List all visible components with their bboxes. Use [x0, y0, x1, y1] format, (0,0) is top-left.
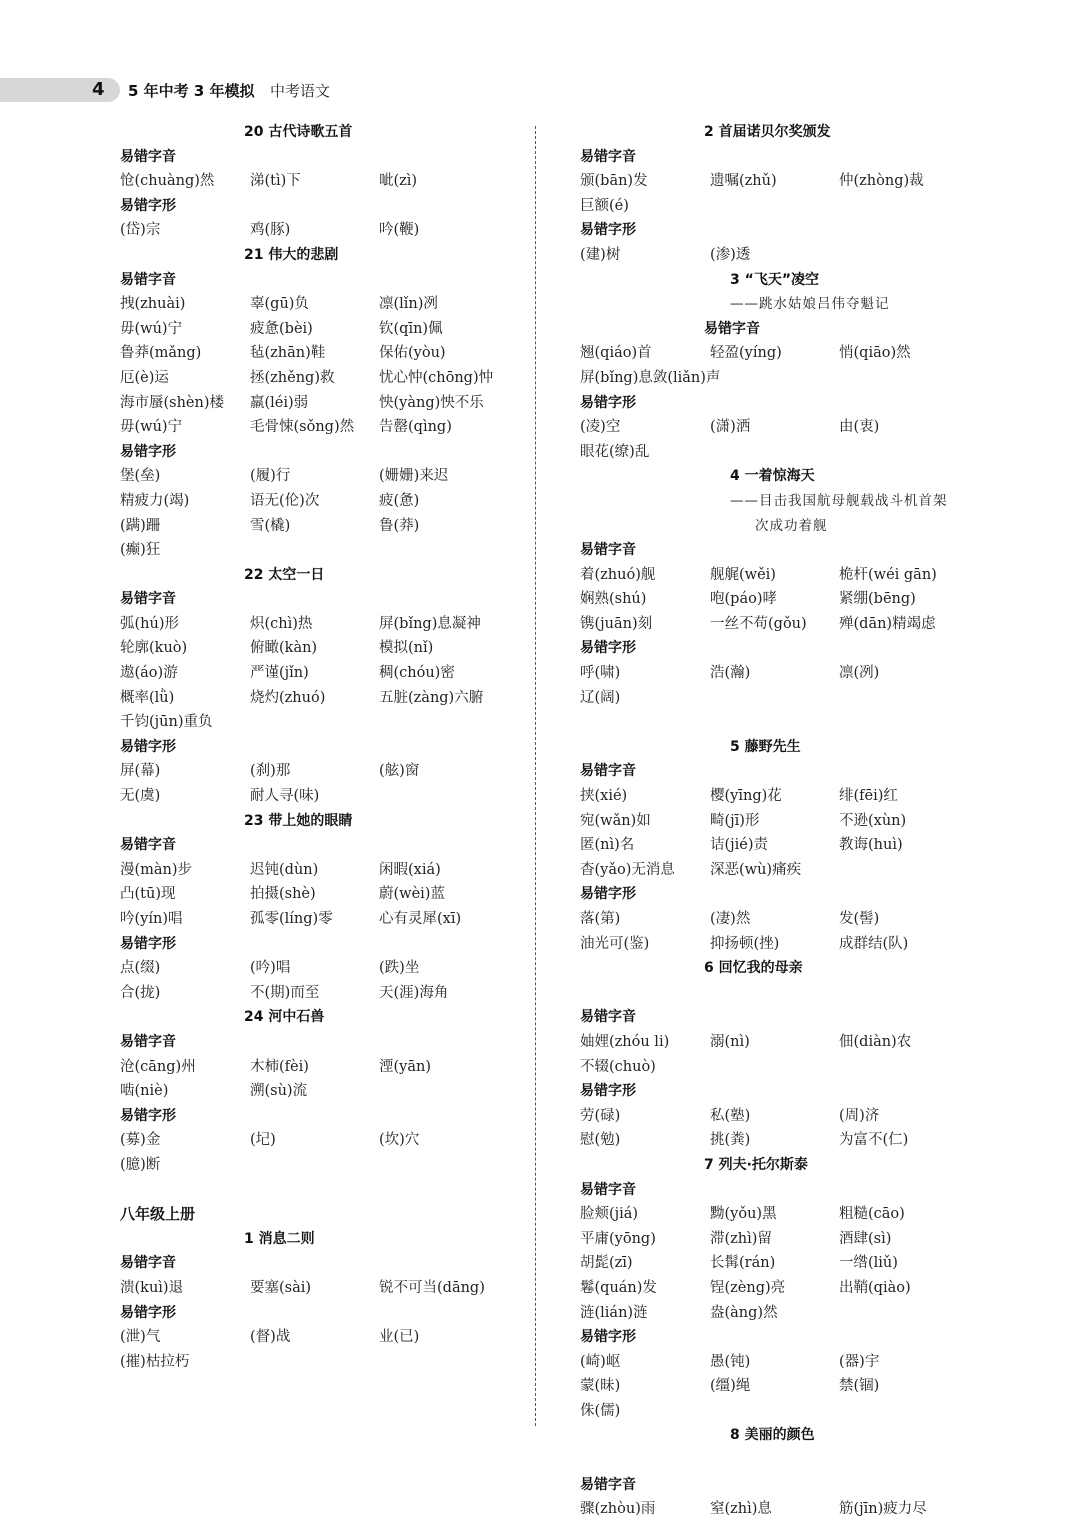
vocab-row	[120, 1055, 520, 1080]
vocab-entry: (建)树	[580, 246, 621, 263]
vocab-row	[120, 1079, 520, 1104]
vocab-entry: 私(塾)	[710, 1107, 751, 1124]
lesson-subtitle: ——目击我国航母舰载战斗机首架	[730, 492, 948, 509]
vocab-entry: 眼花(缭)乱	[580, 443, 650, 460]
vocab-entry: 稠(chóu)密	[379, 665, 455, 682]
vocab-entry: 拯(zhěng)救	[250, 369, 335, 386]
vocab-row	[580, 1104, 980, 1129]
vocab-row	[580, 784, 980, 809]
vocab-entry: 无(虞)	[120, 788, 161, 805]
vocab-entry: 溃(kuì)退	[120, 1279, 184, 1296]
vocab-row	[120, 710, 520, 735]
vocab-entry: 业(已)	[379, 1329, 420, 1346]
vocab-entry: 厄(è)运	[120, 369, 169, 386]
lesson-title: 2 首届诺贝尔奖颁发	[704, 124, 831, 140]
vocab-row	[120, 882, 520, 907]
vocab-row	[120, 784, 520, 809]
vocab-entry: (姗姗)来迟	[379, 468, 449, 485]
book-title: 5 年中考 3 年模拟	[128, 82, 255, 100]
vocab-entry: 蔚(wèi)蓝	[379, 886, 445, 903]
vocab-entry: 毋(wú)宁	[120, 320, 183, 337]
vocab-entry: 怏(yàng)怏不乐	[379, 394, 484, 411]
vocab-row	[580, 1030, 980, 1055]
category-label: 易错字形	[580, 640, 636, 657]
spacer	[120, 1178, 520, 1203]
vocab-entry: 凛(冽)	[839, 665, 880, 682]
vocab-row	[120, 341, 520, 366]
vocab-entry: 沧(cāng)州	[120, 1058, 196, 1075]
page-number: 4	[92, 79, 105, 100]
vocab-entry: 骤(zhòu)雨	[580, 1501, 656, 1518]
vocab-entry: 炽(chì)热	[250, 615, 313, 632]
vocab-entry: 为富不(仁)	[839, 1132, 909, 1149]
vocab-row	[580, 809, 980, 834]
vocab-entry: 桅杆(wéi gān)	[839, 566, 937, 583]
vocab-entry: 呲(zì)	[379, 173, 418, 190]
vocab-row	[580, 1497, 980, 1522]
vocab-row	[120, 636, 520, 661]
category-label: 易错字音	[580, 542, 636, 559]
vocab-entry: 绯(fēi)红	[839, 788, 898, 805]
vocab-entry: 轮廓(kuò)	[120, 640, 188, 657]
vocab-entry: 毛骨悚(sǒng)然	[250, 419, 355, 436]
vocab-entry: 涕(tì)下	[250, 173, 301, 190]
vocab-row	[120, 366, 520, 391]
vocab-entry: 遨(áo)游	[120, 665, 178, 682]
vocab-entry: (崎)岖	[580, 1353, 621, 1370]
vocab-entry: 屏(幕)	[120, 763, 161, 780]
vocab-entry: 盎(àng)然	[710, 1304, 778, 1321]
lesson-title: 7 列夫·托尔斯泰	[704, 1156, 808, 1173]
vocab-entry: 孤零(líng)零	[250, 911, 333, 927]
vocab-entry: 羸(léi)弱	[250, 394, 309, 411]
vocab-entry: 锐不可当(dāng)	[379, 1279, 485, 1296]
vocab-entry: 湮(yān)	[379, 1058, 431, 1075]
vocab-entry: 屏(bǐng)息敛(liǎn)声	[580, 369, 721, 386]
lesson-title: 4 一着惊海天	[730, 468, 815, 485]
spacer	[580, 1448, 980, 1473]
vocab-row	[120, 956, 520, 981]
category-label: 易错字音	[580, 763, 636, 780]
vocab-entry: 俯瞰(kàn)	[250, 640, 318, 657]
category-label: 易错字形	[120, 197, 176, 214]
vocab-row	[120, 169, 520, 194]
vocab-row	[580, 1251, 980, 1276]
book-subject: 中考语文	[270, 82, 331, 100]
vocab-entry: 深恶(wù)痛疾	[710, 861, 802, 878]
vocab-entry: 匿(nì)名	[580, 837, 635, 854]
lesson-title: 6 回忆我的母亲	[704, 960, 803, 977]
vocab-row	[580, 169, 980, 194]
vocab-entry: 天(涯)海角	[379, 984, 449, 1001]
vocab-row	[120, 1128, 520, 1153]
vocab-entry: 不逊(xùn)	[839, 812, 907, 829]
lesson-subtitle: ——跳水姑娘吕伟夺魁记	[730, 296, 890, 313]
category-label: 易错字音	[704, 320, 760, 337]
vocab-entry: 告罄(qìng)	[379, 419, 452, 436]
vocab-entry: 慰(勉)	[580, 1132, 621, 1149]
category-label: 易错字音	[580, 1476, 636, 1493]
lesson-title: 1 消息二则	[244, 1230, 315, 1247]
vocab-entry: 咆(páo)哮	[710, 591, 777, 608]
vocab-row	[580, 932, 980, 957]
vocab-entry: (坎)穴	[379, 1132, 420, 1149]
vocab-entry: 模拟(nǐ)	[379, 640, 434, 657]
vocab-entry: 锃(zèng)亮	[710, 1279, 786, 1296]
vocab-entry: 紧绷(bēng)	[839, 591, 916, 608]
vocab-entry: (跌)坐	[379, 960, 420, 977]
vocab-row	[580, 587, 980, 612]
vocab-entry: 镌(juān)刻	[580, 615, 653, 632]
vocab-entry: 迟钝(dùn)	[250, 861, 319, 878]
vocab-row	[120, 538, 520, 563]
vocab-entry: (舷)窗	[379, 763, 420, 780]
vocab-entry: 脸颊(jiá)	[580, 1206, 639, 1223]
vocab-entry: 粗糙(cāo)	[839, 1206, 905, 1223]
vocab-entry: 呼(啸)	[580, 665, 621, 682]
vocab-entry: 娴熟(shú)	[580, 591, 647, 608]
category-label: 易错字形	[120, 738, 176, 755]
vocab-entry: 凸(tū)现	[120, 886, 176, 903]
vocab-entry: 胡髭(zī)	[580, 1255, 633, 1272]
vocab-entry: 涟(lián)涟	[580, 1304, 648, 1321]
category-label: 易错字音	[120, 1033, 176, 1050]
vocab-entry: 平庸(yōng)	[580, 1230, 656, 1247]
vocab-entry: 吟(鞭)	[379, 222, 420, 239]
vocab-entry: 蒙(昧)	[580, 1378, 621, 1395]
category-label: 易错字形	[580, 1329, 636, 1346]
vocab-entry: (摧)枯拉朽	[120, 1353, 190, 1370]
vocab-entry: (潇)洒	[710, 419, 751, 436]
vocab-row	[580, 612, 980, 637]
vocab-row	[580, 243, 980, 268]
vocab-entry: 长髯(rán)	[710, 1255, 776, 1272]
vocab-entry: (履)行	[250, 468, 291, 485]
vocab-entry: 黝(yǒu)黑	[710, 1206, 777, 1223]
category-label: 易错字音	[120, 148, 176, 165]
vocab-entry: 屏(bǐng)息凝神	[379, 615, 481, 632]
vocab-row	[120, 218, 520, 243]
vocab-entry: 闲暇(xiá)	[379, 861, 441, 878]
vocab-entry: 宛(wǎn)如	[580, 812, 651, 829]
grade-heading: 八年级上册	[120, 1205, 196, 1224]
vocab-entry: 悄(qiāo)然	[839, 345, 911, 362]
vocab-entry: (渗)透	[710, 246, 751, 263]
vocab-row	[120, 858, 520, 883]
vocab-entry: (凌)空	[580, 419, 621, 436]
lesson-title: 22 太空一日	[244, 566, 325, 583]
vocab-entry: 辜(gū)负	[250, 296, 309, 313]
vocab-entry: 鲁(莽)	[379, 517, 420, 534]
vocab-entry: 耐人寻(味)	[250, 788, 320, 805]
lesson-title: 23 带上她的眼睛	[244, 812, 353, 829]
vocab-entry: (周)济	[839, 1107, 880, 1124]
vocab-row	[580, 1202, 980, 1227]
vocab-row	[120, 292, 520, 317]
vocab-row	[580, 1055, 980, 1080]
vocab-entry: 劳(碌)	[580, 1107, 621, 1124]
vocab-row	[120, 612, 520, 637]
vocab-row	[120, 1350, 520, 1375]
vocab-row	[120, 759, 520, 784]
vocab-entry: 疲(惫)	[379, 492, 420, 509]
vocab-entry: 滞(zhì)留	[710, 1230, 772, 1247]
vocab-entry: 千钧(jūn)重负	[120, 714, 213, 731]
vocab-entry: 一绺(liǔ)	[839, 1255, 898, 1272]
vocab-entry: 鬈(quán)发	[580, 1279, 657, 1296]
vocab-row	[120, 317, 520, 342]
vocab-entry: 妯娌(zhóu li)	[580, 1033, 670, 1050]
category-label: 易错字形	[120, 443, 176, 460]
category-label: 易错字音	[120, 1255, 176, 1272]
left-column	[120, 120, 520, 1374]
vocab-entry: 侏(儒)	[580, 1402, 621, 1419]
vocab-entry: 拍摄(shè)	[250, 886, 316, 903]
category-label: 易错字形	[580, 222, 636, 239]
vocab-entry: 巨额(é)	[580, 197, 629, 214]
vocab-entry: 佃(diàn)农	[839, 1033, 912, 1050]
vocab-entry: 杳(yǎo)无消息	[580, 861, 675, 878]
vocab-entry: 筋(jīn)疲力尽	[839, 1501, 927, 1518]
vocab-entry: 挟(xié)	[580, 788, 628, 805]
vocab-entry: 语无(伦)次	[250, 492, 320, 509]
vocab-entry: 溺(nì)	[710, 1033, 750, 1050]
vocab-row	[120, 1325, 520, 1350]
vocab-entry: 酒肆(sì)	[839, 1230, 892, 1247]
vocab-entry: (凄)然	[710, 911, 751, 927]
category-label: 易错字音	[580, 148, 636, 165]
vocab-row	[580, 1227, 980, 1252]
vocab-entry: 雪(橇)	[250, 517, 291, 534]
vocab-row	[120, 415, 520, 440]
vocab-entry: 颁(bān)发	[580, 173, 648, 190]
vocab-entry: 怆(chuàng)然	[120, 173, 215, 190]
vocab-entry: (泄)气	[120, 1329, 161, 1346]
vocab-entry: 五脏(zàng)六腑	[379, 689, 484, 706]
vocab-row	[120, 907, 520, 932]
vocab-entry: 概率(lǜ)	[120, 689, 175, 706]
vocab-row	[580, 1276, 980, 1301]
vocab-entry: (岱)宗	[120, 222, 161, 239]
lesson-title: 5 藤野先生	[730, 738, 801, 755]
spacer	[580, 710, 980, 735]
vocab-entry: 仲(zhòng)裁	[839, 173, 924, 190]
category-label: 易错字音	[580, 1181, 636, 1198]
vocab-row	[120, 464, 520, 489]
vocab-entry: 毋(wú)宁	[120, 419, 183, 436]
vocab-entry: 漫(màn)步	[120, 861, 193, 878]
vocab-entry: (臆)断	[120, 1156, 161, 1173]
vocab-entry: 油光可(鉴)	[580, 935, 650, 952]
vocab-entry: 啮(niè)	[120, 1083, 169, 1100]
spacer	[580, 981, 980, 1006]
vocab-entry: 舰艉(wěi)	[710, 566, 776, 583]
vocab-entry: 抑扬顿(挫)	[710, 935, 780, 952]
vocab-row	[580, 366, 980, 391]
vocab-row	[120, 686, 520, 711]
vocab-entry: 愚(钝)	[710, 1353, 751, 1370]
lesson-subtitle: 次成功着舰	[755, 517, 828, 534]
vocab-entry: 遗嘱(zhǔ)	[710, 173, 777, 190]
vocab-entry: 翘(qiáo)首	[580, 345, 652, 362]
category-label: 易错字音	[120, 591, 176, 608]
vocab-row	[580, 1301, 980, 1326]
category-label: 易错字形	[580, 394, 636, 411]
vocab-row	[120, 391, 520, 416]
vocab-entry: 畸(jī)形	[710, 812, 760, 829]
category-label: 易错字形	[120, 1107, 176, 1124]
vocab-entry: 木柿(fèi)	[250, 1058, 309, 1075]
vocab-entry: 禁(锢)	[839, 1378, 880, 1395]
category-label: 易错字形	[580, 886, 636, 903]
vocab-entry: 不(期)而至	[250, 984, 320, 1001]
vocab-entry: (刹)那	[250, 763, 291, 780]
vocab-entry: (督)战	[250, 1329, 291, 1346]
vocab-row	[580, 194, 980, 219]
vocab-entry: (癫)狂	[120, 542, 161, 559]
vocab-row	[580, 1128, 980, 1153]
lesson-title: 24 河中石兽	[244, 1009, 325, 1026]
vocab-entry: (吟)唱	[250, 960, 291, 977]
vocab-entry: 教诲(huì)	[839, 837, 903, 854]
vocab-entry: (蹒)跚	[120, 517, 161, 534]
vocab-entry: 心有灵犀(xī)	[379, 911, 462, 927]
vocab-entry: 保佑(yòu)	[379, 345, 446, 362]
vocab-entry: (圮)	[250, 1132, 276, 1149]
vocab-entry: 疲惫(bèi)	[250, 320, 313, 337]
vocab-entry: 海市蜃(shèn)楼	[120, 394, 225, 411]
vocab-entry: 点(缀)	[120, 960, 161, 977]
category-label: 易错字音	[120, 271, 176, 288]
vocab-row	[120, 981, 520, 1006]
vocab-entry: 窒(zhì)息	[710, 1501, 772, 1518]
vocab-entry: 烧灼(zhuó)	[250, 689, 326, 706]
vocab-row	[580, 1399, 980, 1424]
vocab-entry: 溯(sù)流	[250, 1083, 308, 1100]
vocab-row	[580, 440, 980, 465]
vocab-row	[580, 661, 980, 686]
vocab-entry: 成群结(队)	[839, 935, 909, 952]
vocab-row	[580, 563, 980, 588]
vocab-entry: 由(衷)	[839, 419, 880, 436]
lesson-title: 21 伟大的悲剧	[244, 246, 339, 263]
vocab-entry: 钦(qīn)佩	[379, 320, 443, 337]
vocab-row	[120, 489, 520, 514]
lesson-title: 8 美丽的颜色	[730, 1427, 815, 1444]
vocab-row	[580, 1350, 980, 1375]
vocab-entry: 忧心忡(chōng)忡	[379, 369, 494, 386]
vocab-entry: 樱(yīng)花	[710, 788, 782, 805]
vocab-row	[120, 661, 520, 686]
lesson-title: 20 古代诗歌五首	[244, 124, 353, 140]
vocab-row	[580, 415, 980, 440]
column-divider	[535, 126, 536, 1426]
vocab-row	[120, 1153, 520, 1178]
vocab-entry: 要塞(sài)	[250, 1279, 312, 1296]
vocab-entry: 辽(阔)	[580, 689, 621, 706]
vocab-row	[580, 341, 980, 366]
vocab-row	[580, 1374, 980, 1399]
vocab-entry: (器)宇	[839, 1353, 880, 1370]
category-label: 易错字形	[120, 1304, 176, 1321]
vocab-entry: 出鞘(qiào)	[839, 1279, 911, 1296]
vocab-entry: 落(第)	[580, 911, 621, 927]
lesson-title: 3 “飞天”凌空	[730, 271, 820, 288]
vocab-entry: 堡(垒)	[120, 468, 161, 485]
vocab-row	[120, 514, 520, 539]
vocab-entry: 毡(zhān)鞋	[250, 345, 326, 362]
vocab-entry: 合(拢)	[120, 984, 161, 1001]
vocab-entry: 拽(zhuài)	[120, 296, 186, 313]
category-label: 易错字音	[120, 837, 176, 854]
vocab-row	[120, 1276, 520, 1301]
vocab-entry: 吟(yín)唱	[120, 911, 183, 927]
vocab-entry: 发(髻)	[839, 911, 880, 927]
vocab-entry: 诘(jié)责	[710, 837, 769, 854]
vocab-entry: (募)金	[120, 1132, 161, 1149]
vocab-entry: 浩(瀚)	[710, 665, 751, 682]
vocab-entry: 鸡(豚)	[250, 222, 291, 239]
vocab-entry: 精疲力(竭)	[120, 492, 190, 509]
vocab-entry: 挑(粪)	[710, 1132, 751, 1149]
category-label: 易错字形	[120, 935, 176, 952]
vocab-entry: (缰)绳	[710, 1378, 751, 1395]
vocab-entry: 严谨(jǐn)	[250, 665, 309, 682]
category-label: 易错字形	[580, 1083, 636, 1100]
vocab-entry: 鲁莽(mǎng)	[120, 345, 202, 362]
vocab-entry: 轻盈(yíng)	[710, 345, 782, 362]
vocab-entry: 弧(hú)形	[120, 615, 179, 632]
vocab-entry: 殚(dān)精竭虑	[839, 615, 936, 632]
vocab-entry: 凛(lǐn)冽	[379, 296, 438, 313]
category-label: 易错字音	[580, 1009, 636, 1026]
vocab-entry: 不辍(chuò)	[580, 1058, 656, 1075]
vocab-row	[580, 686, 980, 711]
vocab-entry: 着(zhuó)舰	[580, 566, 656, 583]
right-column	[580, 120, 980, 1522]
vocab-row	[580, 833, 980, 858]
vocab-entry: 一丝不苟(gǒu)	[710, 615, 807, 632]
vocab-row	[580, 858, 980, 883]
vocab-row	[580, 907, 980, 932]
